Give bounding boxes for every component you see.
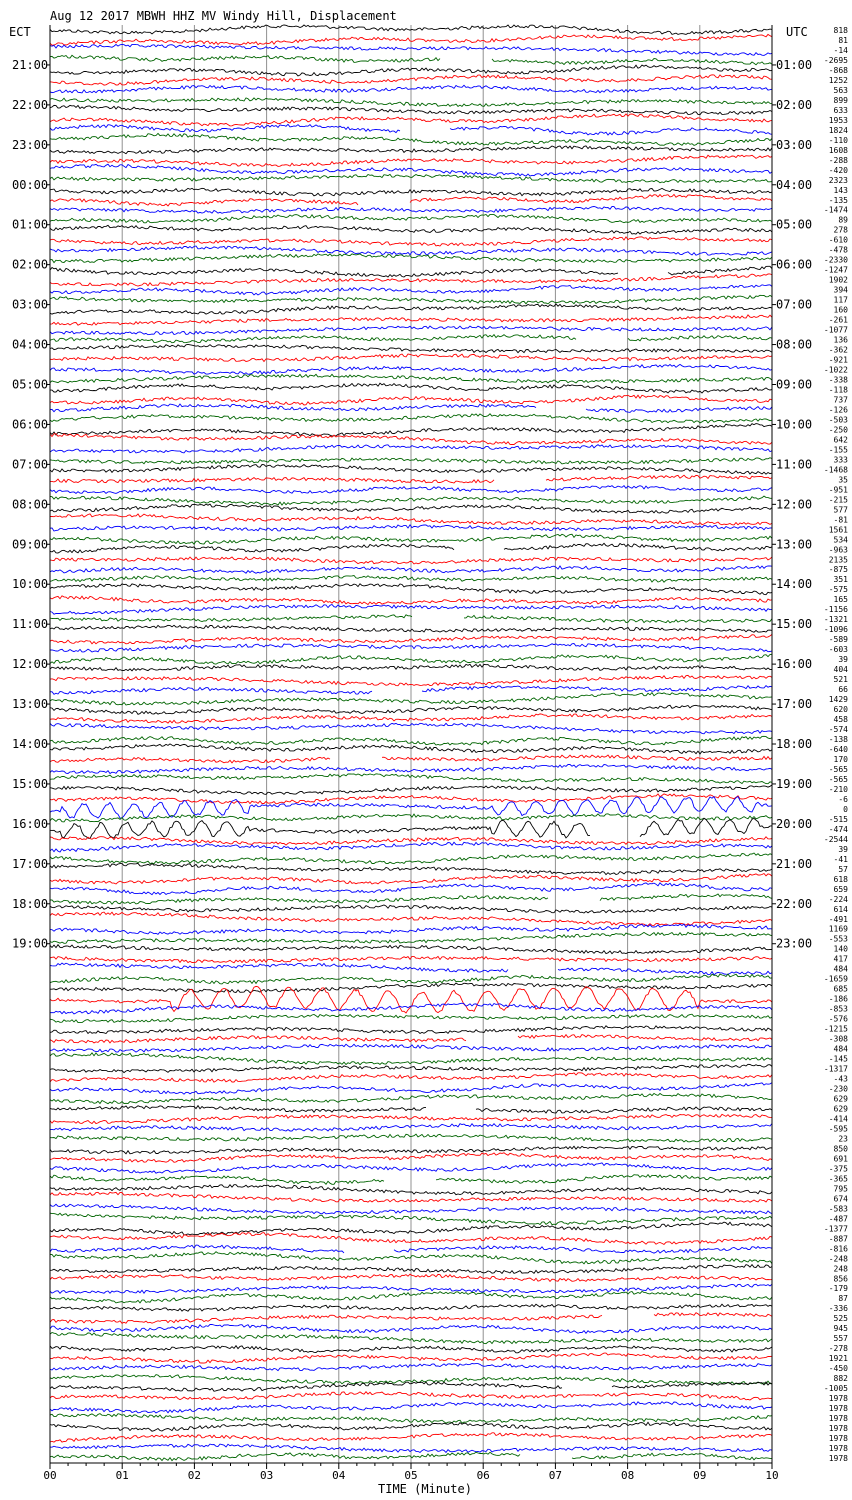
trace-offset-label: -288 xyxy=(828,155,848,165)
trace-offset-label: 351 xyxy=(833,575,848,585)
trace-offset-label: -1215 xyxy=(823,1024,848,1034)
trace-offset-label: -338 xyxy=(828,375,848,385)
trace-offset-label: -1317 xyxy=(823,1064,848,1074)
right-hour-label: 07:00 xyxy=(776,297,813,312)
left-hour-label: 15:00 xyxy=(12,776,49,791)
x-tick-label: 00 xyxy=(43,1469,57,1482)
left-hour-label: 22:00 xyxy=(12,97,49,112)
trace-offset-label: -503 xyxy=(828,415,848,425)
right-hour-label: 17:00 xyxy=(776,697,813,712)
trace-offset-label: 1608 xyxy=(828,145,848,155)
trace-offset-label: 89 xyxy=(838,215,848,225)
trace-offset-label: -450 xyxy=(828,1364,848,1374)
trace-offset-label: 1978 xyxy=(828,1414,848,1424)
trace-offset-label: -365 xyxy=(828,1174,848,1184)
x-tick-label: 08 xyxy=(620,1469,635,1482)
trace-offset-label: -576 xyxy=(828,1014,848,1024)
trace-offset-label: 614 xyxy=(833,904,848,914)
trace-offset-label: 2323 xyxy=(828,175,848,185)
trace-offset-label: 737 xyxy=(833,395,848,405)
trace-offset-label: -224 xyxy=(828,894,848,904)
trace-offset-label: 685 xyxy=(833,984,848,994)
right-hour-label: 16:00 xyxy=(776,657,813,672)
trace-offset-label: -308 xyxy=(828,1034,848,1044)
right-hour-label: 01:00 xyxy=(776,57,813,72)
trace-offset-label: 66 xyxy=(838,685,848,695)
trace-offset-label: -963 xyxy=(828,545,848,555)
trace-offset-label: 39 xyxy=(838,844,848,854)
trace-offset-label: 1978 xyxy=(828,1444,848,1454)
right-hour-label: 10:00 xyxy=(776,417,813,432)
trace-offset-label: -1659 xyxy=(823,974,848,984)
trace-offset-label: 534 xyxy=(833,535,848,545)
trace-offset-label: -138 xyxy=(828,735,848,745)
trace-offset-label: -250 xyxy=(828,425,848,435)
trace-offset-label: -210 xyxy=(828,784,848,794)
trace-offset-label: 620 xyxy=(833,705,848,715)
trace-offset-label: -43 xyxy=(833,1074,848,1084)
trace-offset-label: -1321 xyxy=(823,615,848,625)
x-tick-label: 03 xyxy=(259,1469,274,1482)
right-hour-label: 21:00 xyxy=(776,856,813,871)
right-hour-label: 03:00 xyxy=(776,137,813,152)
trace-offset-label: 563 xyxy=(833,85,848,95)
trace-offset-label: -248 xyxy=(828,1254,848,1264)
trace-offset-label: 521 xyxy=(833,675,848,685)
right-hour-label: 05:00 xyxy=(776,217,813,232)
x-tick-label: 09 xyxy=(693,1469,707,1482)
trace-offset-label: -575 xyxy=(828,585,848,595)
trace-offset-label: -126 xyxy=(828,405,848,415)
trace-offset-label: 165 xyxy=(833,595,848,605)
trace-offset-label: 642 xyxy=(833,435,848,445)
left-hour-label: 01:00 xyxy=(12,217,49,232)
trace-offset-label: -215 xyxy=(828,495,848,505)
right-axis-title: UTC xyxy=(786,25,808,39)
trace-offset-label: -261 xyxy=(828,315,848,325)
left-hour-label: 07:00 xyxy=(12,457,49,472)
trace-offset-label: 1169 xyxy=(828,924,848,934)
left-hour-label: 10:00 xyxy=(12,577,49,592)
trace-offset-label: 87 xyxy=(838,1294,848,1304)
trace-offset-label: 160 xyxy=(833,305,848,315)
x-tick-label: 10 xyxy=(765,1469,779,1482)
trace-offset-label: -155 xyxy=(828,445,848,455)
left-hour-label: 06:00 xyxy=(12,417,49,432)
trace-offset-label: -515 xyxy=(828,814,848,824)
left-hour-label: 18:00 xyxy=(12,896,49,911)
trace-offset-label: 140 xyxy=(833,944,848,954)
trace-offset-label: -278 xyxy=(828,1344,848,1354)
trace-offset-label: -853 xyxy=(828,1004,848,1014)
trace-offset-label: -951 xyxy=(828,485,848,495)
left-hour-label: 19:00 xyxy=(12,936,49,951)
trace-offset-label: 1824 xyxy=(828,125,848,135)
trace-offset-label: 557 xyxy=(833,1334,848,1344)
trace-offset-label: -1377 xyxy=(823,1224,848,1234)
x-tick-label: 02 xyxy=(187,1469,202,1482)
trace-offset-label: 659 xyxy=(833,884,848,894)
trace-offset-label: -474 xyxy=(828,824,848,834)
right-hour-label: 19:00 xyxy=(776,776,813,791)
trace-offset-label: 691 xyxy=(833,1154,848,1164)
trace-offset-label: -565 xyxy=(828,774,848,784)
trace-offset-label: 39 xyxy=(838,655,848,665)
trace-offset-label: -414 xyxy=(828,1114,848,1124)
chart-title: Aug 12 2017 MBWH HHZ MV Windy Hill, Displacement xyxy=(50,9,397,23)
trace-offset-label: 394 xyxy=(833,285,848,295)
trace-offset-label: -610 xyxy=(828,235,848,245)
trace-offset-label: -6 xyxy=(838,794,848,804)
left-hour-label: 14:00 xyxy=(12,737,49,751)
trace-offset-label: 170 xyxy=(833,754,848,764)
trace-offset-label: -565 xyxy=(828,764,848,774)
trace-offset-label: 81 xyxy=(838,35,848,45)
x-axis-label: TIME (Minute) xyxy=(378,1482,472,1496)
trace-offset-label: 629 xyxy=(833,1094,848,1104)
right-hour-label: 11:00 xyxy=(776,457,813,472)
right-hour-label: 12:00 xyxy=(776,497,813,512)
trace-offset-label: 248 xyxy=(833,1264,848,1274)
trace-offset-label: -868 xyxy=(828,65,848,75)
trace-offset-label: 278 xyxy=(833,225,848,235)
trace-offset-label: 850 xyxy=(833,1144,848,1154)
trace-offset-label: -574 xyxy=(828,725,848,735)
right-hour-label: 06:00 xyxy=(776,257,813,272)
trace-offset-label: 404 xyxy=(833,665,848,675)
x-tick-label: 05 xyxy=(404,1469,418,1482)
right-hour-label: 22:00 xyxy=(776,896,813,911)
trace-offset-label: 2135 xyxy=(828,555,848,565)
trace-offset-label: -2544 xyxy=(823,834,848,844)
trace-offset-label: 1978 xyxy=(828,1454,848,1464)
right-hour-label: 09:00 xyxy=(776,377,813,392)
trace-offset-label: -420 xyxy=(828,165,848,175)
trace-offset-label: -875 xyxy=(828,565,848,575)
right-hour-label: 18:00 xyxy=(776,737,813,751)
trace-offset-label: 945 xyxy=(833,1324,848,1334)
left-hour-label: 12:00 xyxy=(12,657,49,672)
trace-offset-label: -640 xyxy=(828,744,848,754)
trace-offset-label: -179 xyxy=(828,1284,848,1294)
trace-offset-label: 333 xyxy=(833,455,848,465)
trace-offset-label: -1474 xyxy=(823,205,848,215)
right-hour-label: 15:00 xyxy=(776,617,813,632)
trace-offset-label: -487 xyxy=(828,1214,848,1224)
trace-offset-label: -887 xyxy=(828,1234,848,1244)
trace-offset-label: 525 xyxy=(833,1314,848,1324)
x-tick-label: 04 xyxy=(332,1469,346,1482)
left-hour-label: 23:00 xyxy=(12,137,49,152)
left-hour-label: 16:00 xyxy=(12,816,49,831)
trace-offset-label: 1561 xyxy=(828,525,848,535)
trace-offset-label: 484 xyxy=(833,1044,848,1054)
trace-offset-label: -1156 xyxy=(823,605,848,615)
trace-offset-label: 629 xyxy=(833,1104,848,1114)
trace-offset-label: 458 xyxy=(833,715,848,725)
trace-offset-label: 484 xyxy=(833,964,848,974)
trace-offset-label: -375 xyxy=(828,1164,848,1174)
trace-offset-label: 1978 xyxy=(828,1404,848,1414)
left-hour-label: 00:00 xyxy=(12,177,49,192)
left-axis-title: ECT xyxy=(9,25,31,39)
left-hour-label: 02:00 xyxy=(12,257,49,272)
left-hour-label: 04:00 xyxy=(12,337,49,352)
trace-offset-label: 0 xyxy=(843,804,848,814)
right-hour-label: 13:00 xyxy=(776,537,813,552)
trace-offset-label: -1247 xyxy=(823,265,848,275)
trace-offset-label: 633 xyxy=(833,105,848,115)
x-tick-label: 01 xyxy=(115,1469,129,1482)
trace-offset-label: 882 xyxy=(833,1374,848,1384)
trace-offset-label: 1978 xyxy=(828,1394,848,1404)
right-hour-label: 04:00 xyxy=(776,177,813,192)
trace-offset-label: 1978 xyxy=(828,1434,848,1444)
trace-offset-label: -2695 xyxy=(823,55,848,65)
trace-offset-label: -1468 xyxy=(823,465,848,475)
trace-offset-label: -595 xyxy=(828,1124,848,1134)
trace-offset-label: -230 xyxy=(828,1084,848,1094)
left-hour-label: 03:00 xyxy=(12,297,49,312)
trace-offset-label: 618 xyxy=(833,874,848,884)
trace-offset-label: 795 xyxy=(833,1184,848,1194)
trace-offset-label: -41 xyxy=(833,854,848,864)
trace-offset-label: -1077 xyxy=(823,325,848,335)
left-hour-label: 21:00 xyxy=(12,57,49,72)
trace-offset-label: 117 xyxy=(833,295,848,305)
trace-offset-label: -1096 xyxy=(823,625,848,635)
right-hour-label: 08:00 xyxy=(776,337,813,352)
right-hour-label: 14:00 xyxy=(776,577,813,592)
trace-offset-label: 1921 xyxy=(828,1354,848,1364)
trace-offset-label: 57 xyxy=(838,864,848,874)
trace-offset-label: -553 xyxy=(828,934,848,944)
left-hour-label: 08:00 xyxy=(12,497,49,512)
trace-offset-label: -1005 xyxy=(823,1384,848,1394)
trace-offset-label: -14 xyxy=(833,45,848,55)
trace-offset-label: -118 xyxy=(828,385,848,395)
trace-offset-label: 143 xyxy=(833,185,848,195)
trace-offset-label: -921 xyxy=(828,355,848,365)
right-hour-label: 02:00 xyxy=(776,97,813,112)
left-hour-label: 17:00 xyxy=(12,856,49,871)
trace-offset-label: -186 xyxy=(828,994,848,1004)
trace-offset-label: -135 xyxy=(828,195,848,205)
trace-offset-label: 136 xyxy=(833,335,848,345)
x-tick-label: 07 xyxy=(548,1469,563,1482)
left-hour-label: 09:00 xyxy=(12,537,49,552)
trace-offset-label: 1953 xyxy=(828,115,848,125)
trace-offset-label: -478 xyxy=(828,245,848,255)
left-hour-label: 13:00 xyxy=(12,697,49,712)
trace-offset-label: 1429 xyxy=(828,695,848,705)
trace-offset-label: -816 xyxy=(828,1244,848,1254)
trace-offset-label: 577 xyxy=(833,505,848,515)
trace-offset-label: -589 xyxy=(828,635,848,645)
trace-offset-label: -81 xyxy=(833,515,848,525)
trace-offset-label: -362 xyxy=(828,345,848,355)
trace-offset-label: 35 xyxy=(838,475,848,485)
trace-offset-label: -603 xyxy=(828,645,848,655)
trace-offset-label: 818 xyxy=(833,25,848,35)
trace-offset-label: -110 xyxy=(828,135,848,145)
trace-offset-label: 417 xyxy=(833,954,848,964)
trace-offset-label: -491 xyxy=(828,914,848,924)
left-hour-label: 05:00 xyxy=(12,377,49,392)
trace-offset-label: 899 xyxy=(833,95,848,105)
trace-offset-label: -1022 xyxy=(823,365,848,375)
x-tick-label: 06 xyxy=(476,1469,490,1482)
trace-offset-label: 1978 xyxy=(828,1424,848,1434)
trace-offset-label: 23 xyxy=(838,1134,848,1144)
trace-offset-label: 1902 xyxy=(828,275,848,285)
left-hour-label: 11:00 xyxy=(12,617,49,632)
trace-offset-label: 674 xyxy=(833,1194,848,1204)
trace-offset-label: 1252 xyxy=(828,75,848,85)
right-hour-label: 20:00 xyxy=(776,816,813,831)
trace-offset-label: -336 xyxy=(828,1304,848,1314)
trace-offset-label: 856 xyxy=(833,1274,848,1284)
trace-offset-label: -145 xyxy=(828,1054,848,1064)
right-hour-label: 23:00 xyxy=(776,936,813,951)
trace-offset-label: -583 xyxy=(828,1204,848,1214)
trace-offset-label: -2330 xyxy=(823,255,848,265)
